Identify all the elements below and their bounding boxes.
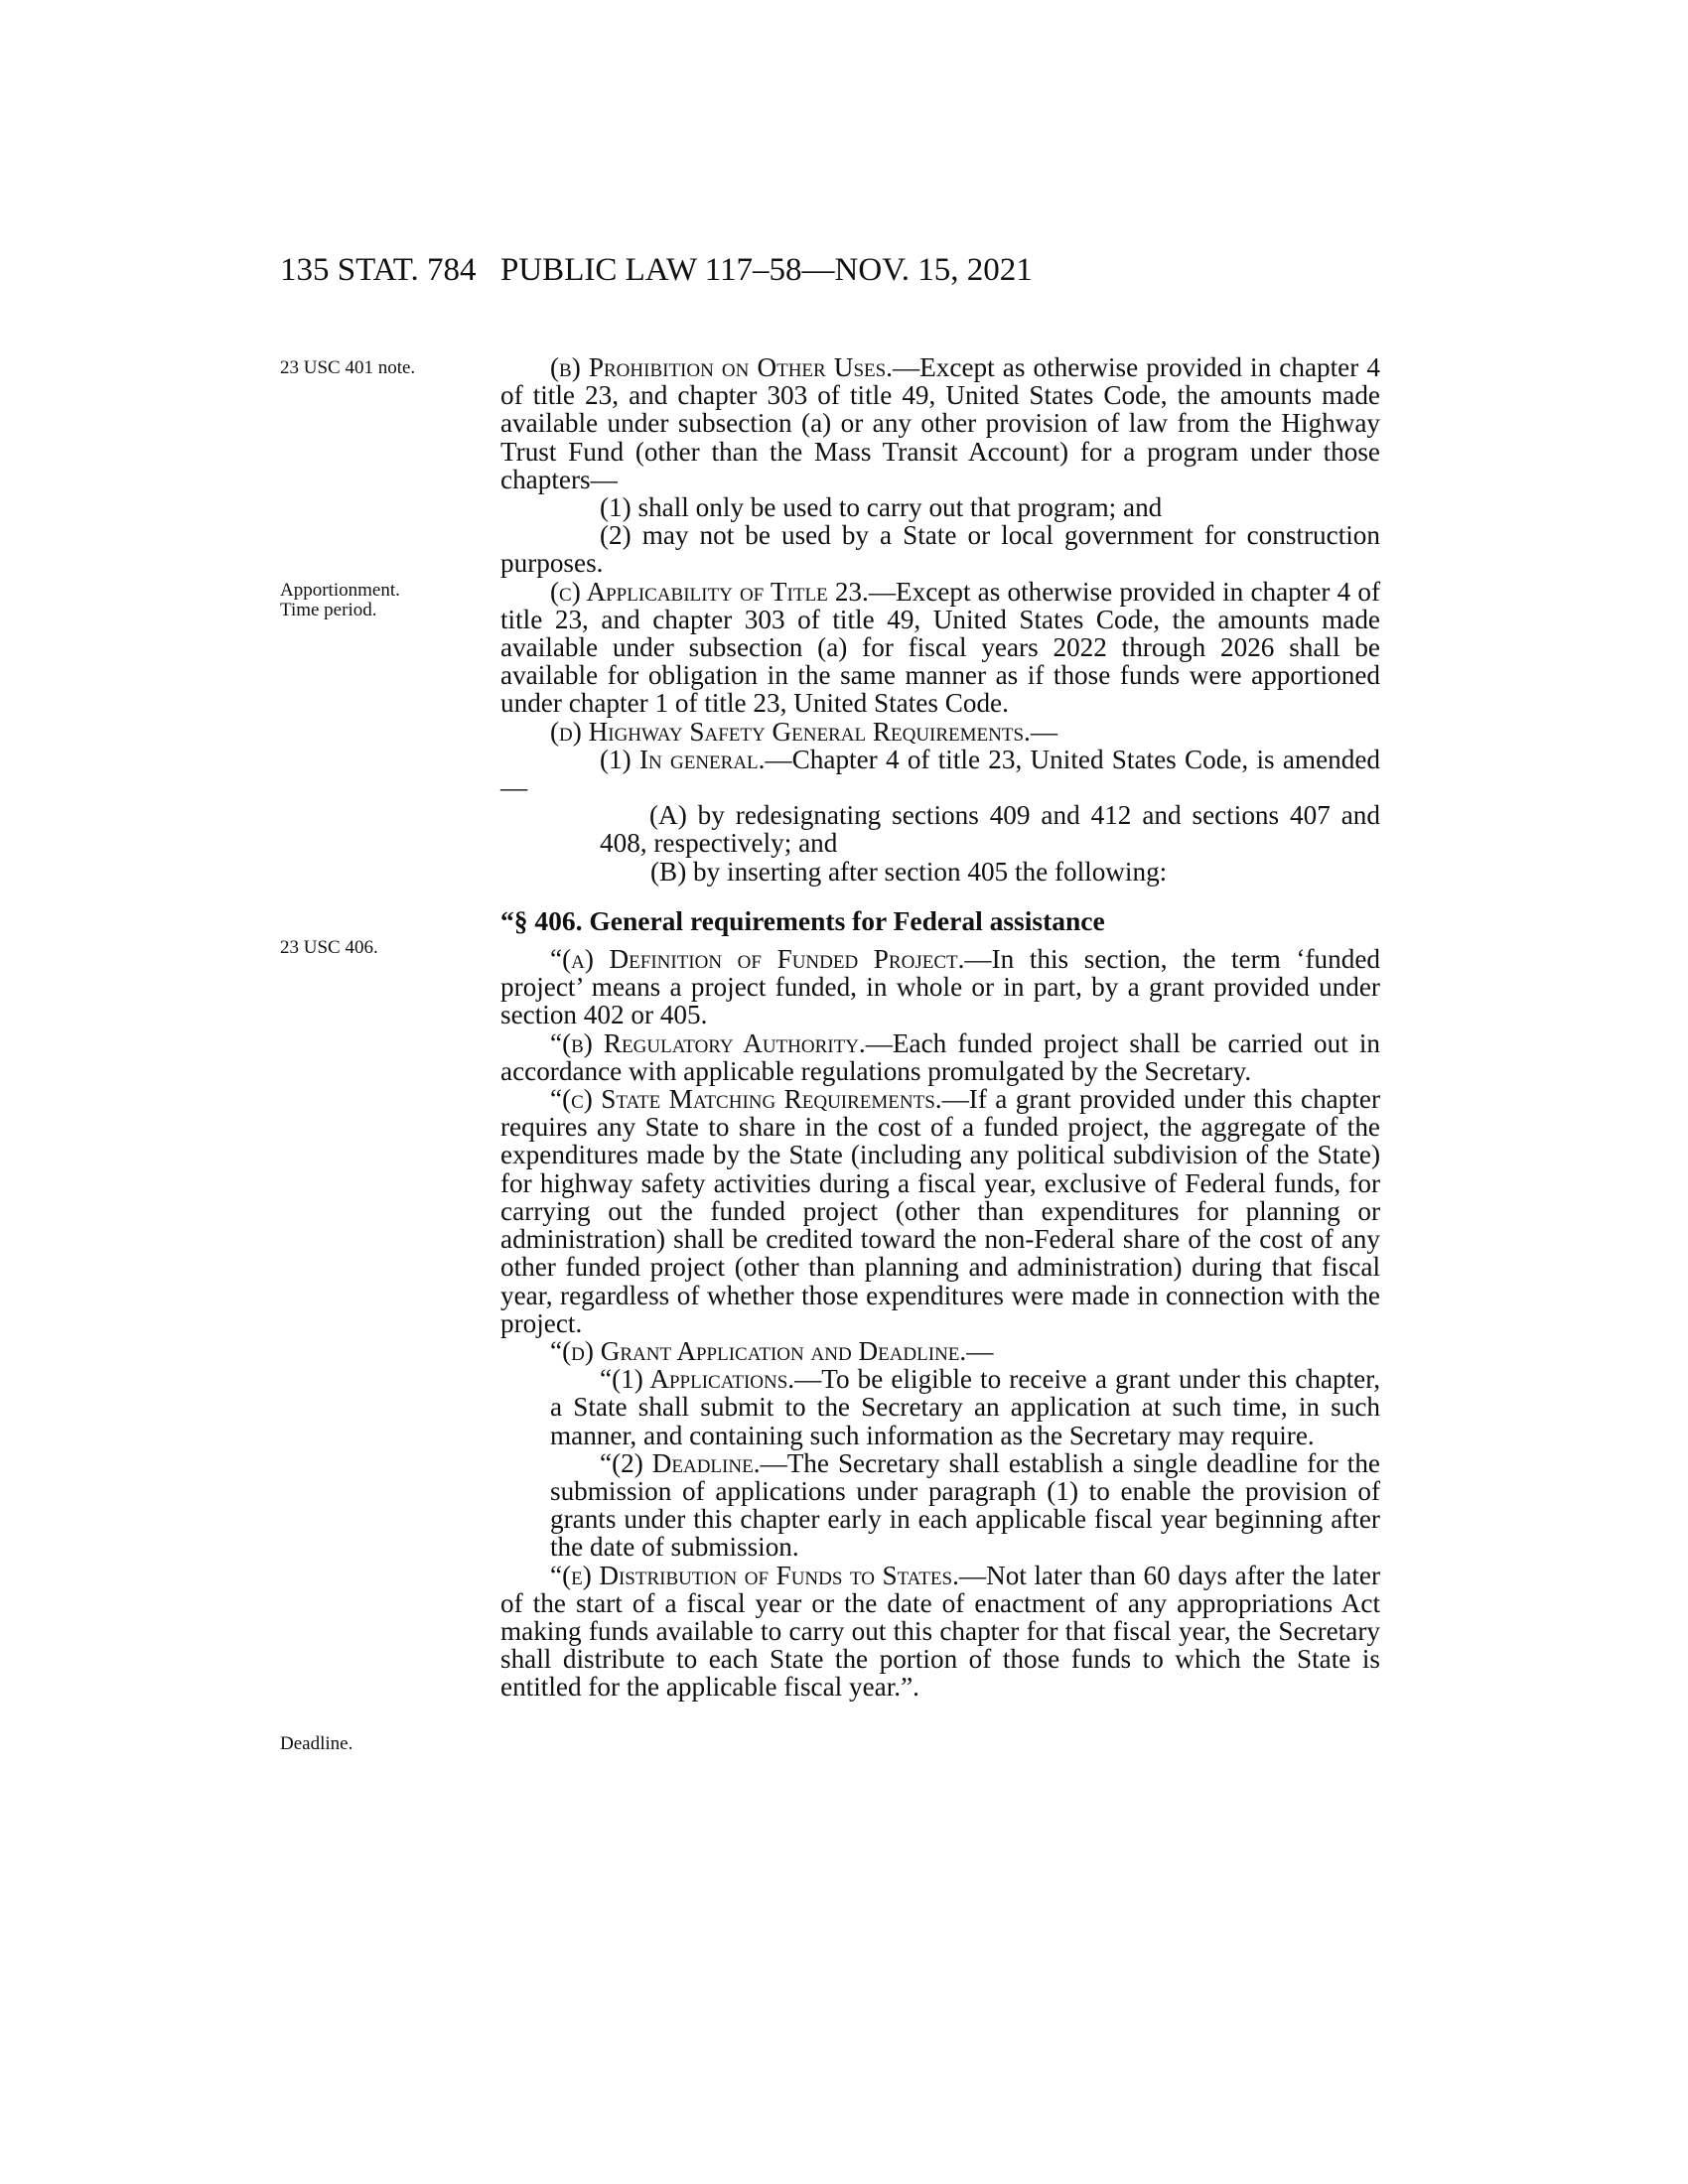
- subsection-b: [500, 353, 1380, 493]
- paragraph-text: —The Secretary shall establish a single deadline for the submission of applications under paragraph (1) to enable the provision of grants under this chapter early in each applicable fiscal year beginning after the date of submission.: [550, 1447, 1380, 1563]
- subsection-heading: “(d) Grant Application and Deadline.—: [550, 1335, 994, 1366]
- subsection-heading: (c) Applicability of Title 23.: [550, 576, 869, 607]
- section-406-d-heading: [500, 1337, 1380, 1365]
- section-406-a: [500, 945, 1380, 1029]
- subsection-text: —If a grant provided under this chapter requires any State to share in the cost of a funded project, the aggregate of the expenditures made by the State (including any political subdivision of the State) for highway safety activities during a fiscal year, exclusive of Federal funds, for carrying out the funded project (other than expenditures for planning or administration) shall be credited toward the non-Federal share of the cost of any other funded project (other than planning and administration) during that fiscal year, regardless of whether those expenditures were made in connection with the project.: [500, 1084, 1381, 1338]
- margin-note-deadline: Deadline.: [280, 1733, 353, 1754]
- paragraph-b1: (1) shall only be used to carry out that program; and: [600, 492, 1163, 523]
- subsection-heading: (d) Highway Safety General Requirements.—: [550, 716, 1058, 747]
- subsection-text: —Except as otherwise provided in chapter 4 of title 23, and chapter 303 of title 49, United States Code, the amounts made available under subsection (a) for fiscal years 2022 through 2026 shall be available for obligation in the same manner as if those funds were apportioned under chapter 1 of title 23, United States Code.: [500, 576, 1381, 719]
- paragraph-b2: (2) may not be used by a State or local government for construction purposes.: [500, 520, 1380, 579]
- subsection-text: —In this section, the term ‘funded project’ means a project funded, in whole or in part, by a grant provided under section 402 or 405.: [500, 944, 1380, 1030]
- section-406-b: [500, 1029, 1380, 1085]
- subparagraph-A: (A) by redesignating sections 409 and 412 and sections 407 and 408, respectively; and: [600, 800, 1380, 859]
- margin-note-apportionment: Apportionment.: [280, 580, 400, 601]
- paragraph-d1: [500, 746, 1380, 801]
- subsection-c: [500, 578, 1380, 718]
- law-title-header: PUBLIC LAW 117–58—NOV. 15, 2021: [500, 252, 1033, 288]
- subsection-heading: (b) Prohibition on Other Uses.: [550, 352, 893, 382]
- body-text: [500, 353, 1380, 1702]
- section-406-d2: [500, 1449, 1380, 1562]
- margin-note-usc-401: 23 USC 401 note.: [280, 357, 416, 378]
- section-406-e: [500, 1562, 1380, 1702]
- subsection-heading: “(a) Definition of Funded Project.: [550, 944, 965, 975]
- section-406-heading: “§ 406. General requirements for Federal assistance: [500, 904, 1105, 936]
- paragraph-heading: “(1) Applications.: [600, 1364, 795, 1395]
- section-406-c: [500, 1085, 1380, 1337]
- subsection-d-heading: [500, 718, 1380, 746]
- paragraph-heading: (1) In general.: [600, 744, 766, 774]
- subsection-text: —Each funded project shall be carried out in accordance with applicable regulations promulgated by the Secretary.: [500, 1027, 1381, 1086]
- paragraph-heading: “(2) Deadline.: [600, 1447, 761, 1478]
- subparagraph-B: (B) by inserting after section 405 the following:: [650, 856, 1168, 887]
- margin-note-time-period: Time period.: [280, 600, 377, 620]
- subsection-text: —Not later than 60 days after the later of the start of a fiscal year or the date of enactment of any appropriations Act making funds available to carry out this chapter for that fiscal year, the Secretary shall distribute to each State the portion of those funds to which the State is entitled for the applicable fiscal year.”.: [500, 1560, 1381, 1703]
- stat-page-number: 135 STAT. 784: [280, 252, 477, 288]
- margin-note-usc-406: 23 USC 406.: [280, 937, 378, 958]
- subsection-text: —Except as otherwise provided in chapter 4 of title 23, and chapter 303 of title 49, United States Code, the amounts made available under subsection (a) or any other provision of law from the Highway Trust Fund (other than the Mass Transit Account) for a program under those chapters—: [500, 352, 1380, 494]
- subsection-heading: “(b) Regulatory Authority.: [550, 1027, 866, 1058]
- section-406-d1: [500, 1365, 1380, 1449]
- paragraph-text: —Chapter 4 of title 23, United States Code, is amended—: [500, 744, 1380, 803]
- paragraph-text: —To be eligible to receive a grant under this chapter, a State shall submit to the Secretary an application at such time, in such manner, and containing such information as the Secretary may require.: [550, 1364, 1380, 1450]
- subsection-heading: “(c) State Matching Requirements.: [550, 1084, 942, 1115]
- subsection-heading: “(e) Distribution of Funds to States.: [550, 1560, 959, 1590]
